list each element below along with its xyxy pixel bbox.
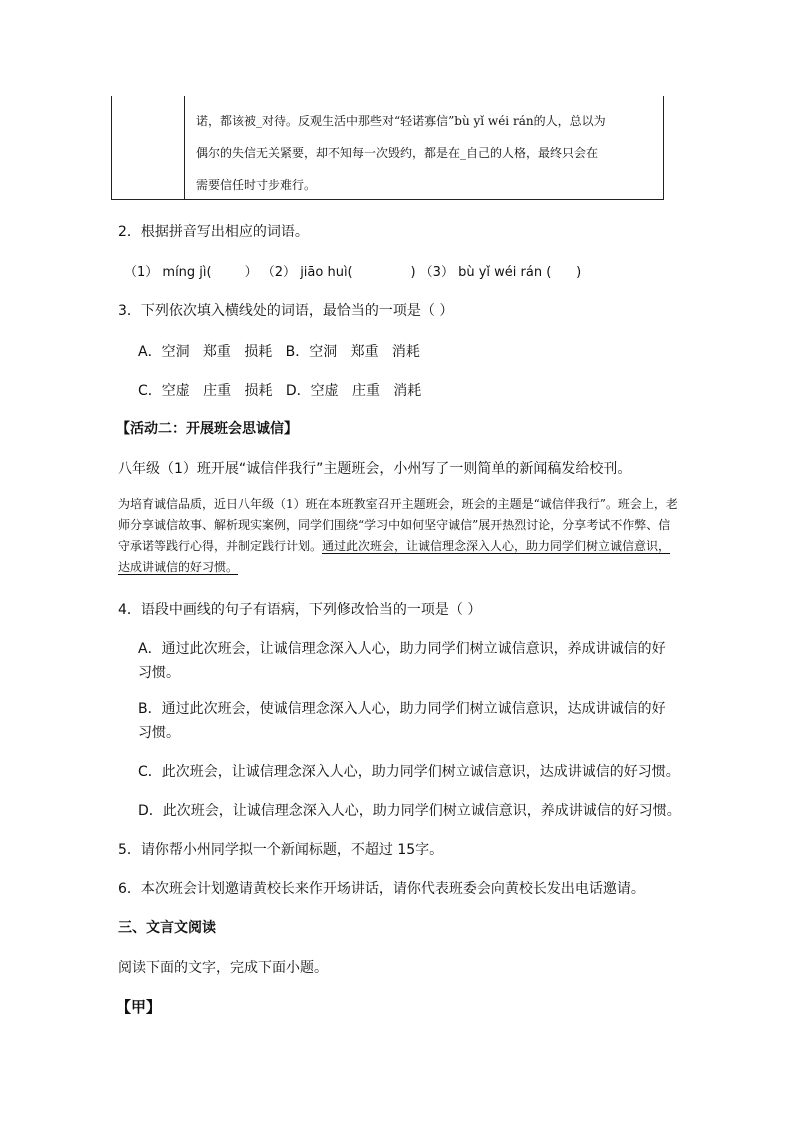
news-draft: [118, 494, 678, 578]
question-4-option-b: B．通过此次班会，使诚信理念深入人心，助力同学们树立诚信意识，达成讲诚信的好习惯。: [138, 701, 666, 741]
question-4-option-c: C．此次班会，让诚信理念深入人心，助力同学们树立诚信意识，达成讲诚信的好习惯。: [138, 764, 680, 780]
activity-2-heading: 【活动二：开展班会思诚信】: [116, 421, 298, 437]
passage-line: 偶尔的失信无关紧要，却不知每一次毁约，都是在_自己的人格，最终只会在: [196, 146, 599, 160]
question-3-options-ab: A．空洞 郑重 损耗 B．空洞 郑重 消耗: [138, 344, 420, 360]
question-2-title: 2．根据拼音写出相应的词语。: [118, 224, 309, 240]
news-underlined-sentence: 通过此次班会，让诚信理念深入人心，助力同学们树立诚信意识，达成讲诚信的好习惯。: [118, 539, 671, 574]
question-4-option-d: D．此次班会，让诚信理念深入人心，助力同学们树立诚信意识，养成讲诚信的好习惯。: [138, 803, 681, 819]
section-3-heading: 三、文言文阅读: [118, 920, 216, 936]
passage-line: 需要信任时寸步难行。: [196, 178, 317, 192]
passage-line: 诺，都该被_对待。反观生活中那些对“轻诺寡信”bù yǐ wéi rán的人，总以为: [196, 114, 606, 128]
passage-table: [111, 96, 664, 200]
question-4-title: 4．语段中画线的句子有语病，下列修改恰当的一项是（ ）: [118, 602, 482, 618]
question-5-title: 5．请你帮小州同学拟一个新闻标题，不超过 15字。: [118, 842, 444, 858]
table-column-divider: [184, 96, 185, 199]
text-jia-label: 【甲】: [116, 998, 162, 1016]
news-text: 为培育诚信品质，近日八年级（1）班在本班教室召开主题班会，班会的主题是“诚信伴我行”。班会上，老师分享诚信故事、解析现实案例，同学们围绕“学习中如何坚守诚信”展开热烈讨论，分享考试不作弊、信守承诺等践行心得，并制定践行计划。: [118, 497, 678, 553]
question-3-title: 3．下列依次填入横线处的词语，最恰当的一项是（ ）: [118, 303, 454, 319]
question-3-options-cd: C．空虚 庄重 损耗 D．空虚 庄重 消耗: [138, 383, 422, 399]
question-2-pinyin: （1） míng jì( ） （2） jiāo huì( ) （3） bù yǐ wéi rán ( ): [124, 265, 582, 280]
table-passage-cell: [196, 105, 656, 201]
question-4-option-a: A．通过此次班会，让诚信理念深入人心，助力同学们树立诚信意识，养成讲诚信的好习惯。: [138, 641, 666, 681]
section-3-instruction: 阅读下面的文字，完成下面小题。: [118, 960, 328, 976]
activity-2-intro: 八年级（1）班开展“诚信伴我行”主题班会，小州写了一则简单的新闻稿发给校刊。: [118, 461, 632, 477]
question-6-title: 6．本次班会计划邀请黄校长来作开场讲话，请你代表班委会向黄校长发出电话邀请。: [118, 881, 645, 897]
